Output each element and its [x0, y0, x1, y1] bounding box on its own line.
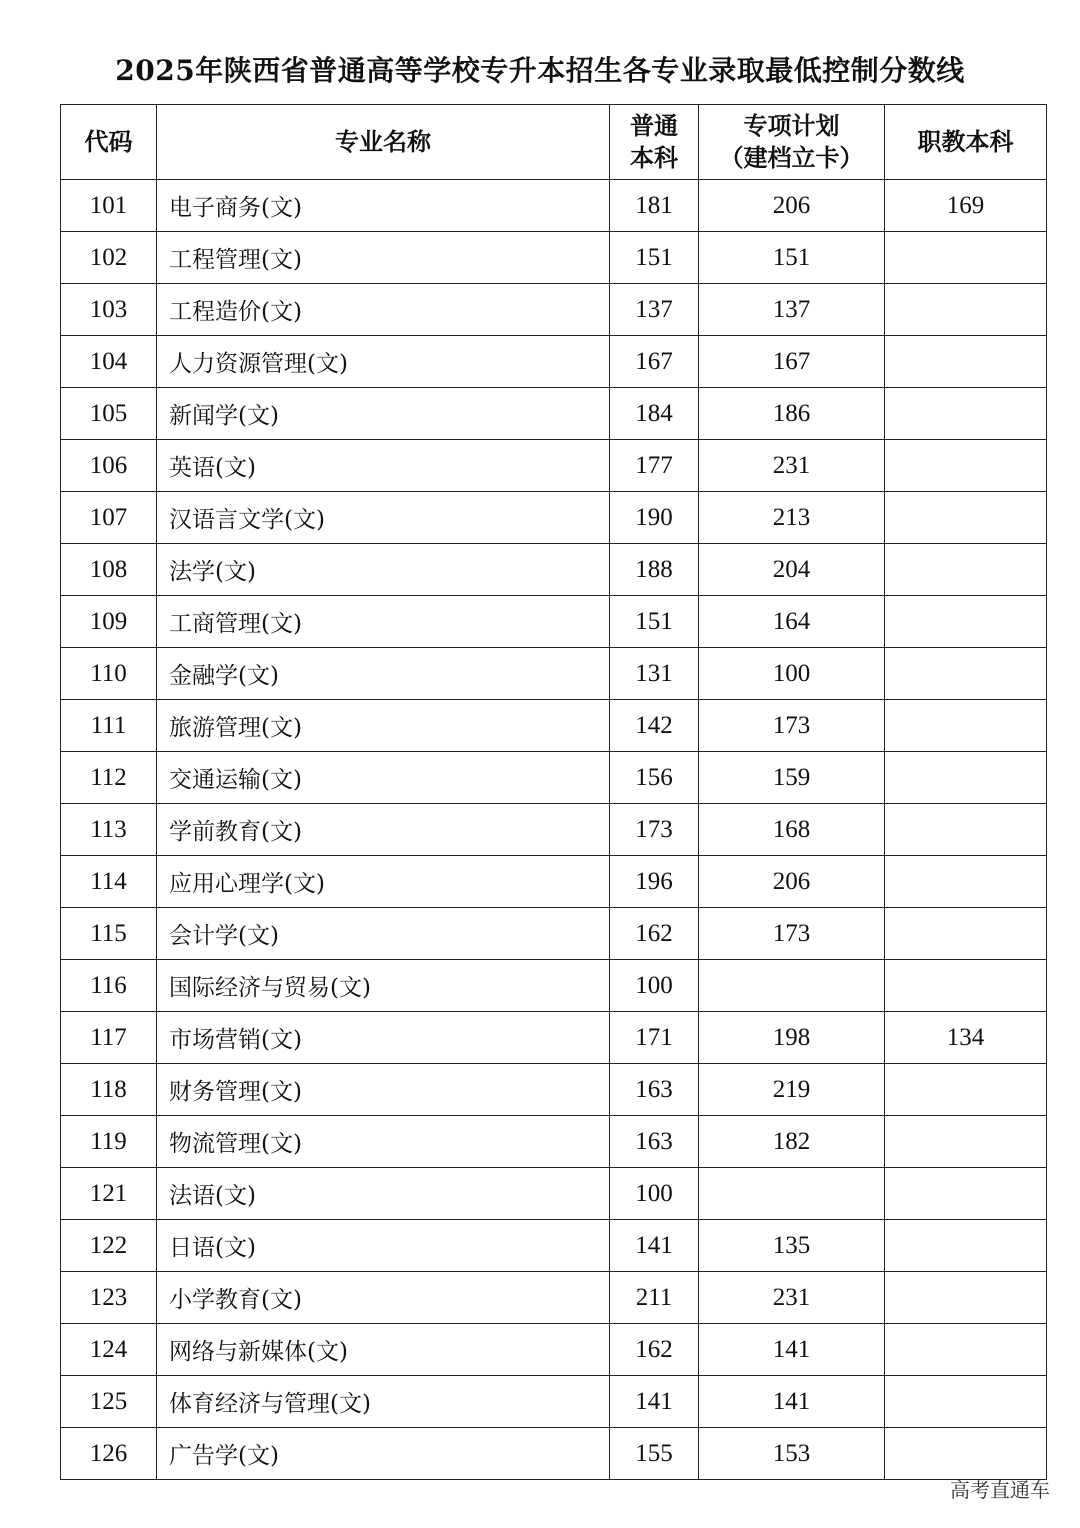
cell-regular-score: 171 [610, 1012, 699, 1064]
table-row [61, 856, 1047, 908]
cell-special-score: 168 [699, 804, 885, 856]
table-row [61, 492, 1047, 544]
cell-code: 114 [61, 856, 157, 908]
header-special-line1: 专项计划 [743, 111, 840, 140]
cell-vocational-score [885, 284, 1047, 336]
cell-major-name: 法语(文) [157, 1168, 610, 1220]
cell-regular-score: 211 [610, 1272, 699, 1324]
cell-special-score: 153 [699, 1428, 885, 1480]
table-row [61, 1272, 1047, 1324]
cell-regular-score: 173 [610, 804, 699, 856]
cell-code: 103 [61, 284, 157, 336]
cell-vocational-score [885, 596, 1047, 648]
cell-special-score: 173 [699, 908, 885, 960]
cell-code: 116 [61, 960, 157, 1012]
cell-regular-score: 162 [610, 1324, 699, 1376]
cell-regular-score: 163 [610, 1064, 699, 1116]
cell-code: 102 [61, 232, 157, 284]
cell-vocational-score [885, 388, 1047, 440]
cell-special-score: 141 [699, 1324, 885, 1376]
cell-vocational-score [885, 1116, 1047, 1168]
table-row [61, 440, 1047, 492]
cell-vocational-score [885, 492, 1047, 544]
cell-vocational-score [885, 804, 1047, 856]
cell-major-name: 法学(文) [157, 544, 610, 596]
cell-major-name: 国际经济与贸易(文) [157, 960, 610, 1012]
cell-major-name: 电子商务(文) [157, 180, 610, 232]
table-row [61, 908, 1047, 960]
cell-regular-score: 177 [610, 440, 699, 492]
table-row [61, 1220, 1047, 1272]
cell-code: 122 [61, 1220, 157, 1272]
table-row [61, 1376, 1047, 1428]
cell-regular-score: 156 [610, 752, 699, 804]
cell-code: 119 [61, 1116, 157, 1168]
cell-major-name: 汉语言文学(文) [157, 492, 610, 544]
cell-major-name: 市场营销(文) [157, 1012, 610, 1064]
cell-vocational-score [885, 1376, 1047, 1428]
cell-regular-score: 184 [610, 388, 699, 440]
cell-regular-score: 151 [610, 596, 699, 648]
watermark: 高考直通车 [950, 1478, 1050, 1502]
table-row [61, 544, 1047, 596]
cell-vocational-score [885, 752, 1047, 804]
cell-regular-score: 141 [610, 1220, 699, 1272]
table-row [61, 336, 1047, 388]
header-special [699, 105, 885, 180]
cell-major-name: 工程管理(文) [157, 232, 610, 284]
cell-code: 124 [61, 1324, 157, 1376]
cell-special-score: 164 [699, 596, 885, 648]
cell-regular-score: 151 [610, 232, 699, 284]
cell-regular-score: 163 [610, 1116, 699, 1168]
cell-vocational-score [885, 856, 1047, 908]
cell-code: 101 [61, 180, 157, 232]
cell-vocational-score: 169 [885, 180, 1047, 232]
cell-vocational-score [885, 1220, 1047, 1272]
cell-code: 118 [61, 1064, 157, 1116]
cell-major-name: 财务管理(文) [157, 1064, 610, 1116]
cell-vocational-score [885, 1324, 1047, 1376]
cell-major-name: 广告学(文) [157, 1428, 610, 1480]
cell-regular-score: 167 [610, 336, 699, 388]
table-row [61, 180, 1047, 232]
cell-regular-score: 162 [610, 908, 699, 960]
cell-regular-score: 141 [610, 1376, 699, 1428]
cell-vocational-score [885, 1168, 1047, 1220]
cell-vocational-score [885, 544, 1047, 596]
cell-major-name: 体育经济与管理(文) [157, 1376, 610, 1428]
cell-regular-score: 137 [610, 284, 699, 336]
cell-vocational-score [885, 648, 1047, 700]
table-row [61, 1168, 1047, 1220]
table-row [61, 1428, 1047, 1480]
cell-vocational-score [885, 1272, 1047, 1324]
cell-vocational-score [885, 1064, 1047, 1116]
table-row [61, 1064, 1047, 1116]
cell-major-name: 工程造价(文) [157, 284, 610, 336]
cell-code: 108 [61, 544, 157, 596]
cell-major-name: 工商管理(文) [157, 596, 610, 648]
cell-regular-score: 131 [610, 648, 699, 700]
table-row [61, 388, 1047, 440]
cell-code: 126 [61, 1428, 157, 1480]
cell-special-score: 206 [699, 856, 885, 908]
cell-major-name: 新闻学(文) [157, 388, 610, 440]
cell-special-score: 135 [699, 1220, 885, 1272]
table-row [61, 1012, 1047, 1064]
cell-code: 107 [61, 492, 157, 544]
cell-special-score [699, 1168, 885, 1220]
cell-special-score: 231 [699, 440, 885, 492]
cell-code: 105 [61, 388, 157, 440]
cell-code: 113 [61, 804, 157, 856]
cell-major-name: 日语(文) [157, 1220, 610, 1272]
cell-major-name: 会计学(文) [157, 908, 610, 960]
table-row [61, 284, 1047, 336]
table-row [61, 752, 1047, 804]
cell-vocational-score [885, 232, 1047, 284]
table-row [61, 232, 1047, 284]
cell-special-score: 167 [699, 336, 885, 388]
cell-major-name: 物流管理(文) [157, 1116, 610, 1168]
table-row [61, 1324, 1047, 1376]
cell-vocational-score [885, 440, 1047, 492]
cell-vocational-score [885, 960, 1047, 1012]
cell-code: 110 [61, 648, 157, 700]
cell-major-name: 旅游管理(文) [157, 700, 610, 752]
cell-code: 109 [61, 596, 157, 648]
cell-major-name: 学前教育(文) [157, 804, 610, 856]
cell-special-score: 137 [699, 284, 885, 336]
cell-special-score: 198 [699, 1012, 885, 1064]
cell-major-name: 人力资源管理(文) [157, 336, 610, 388]
cell-special-score: 204 [699, 544, 885, 596]
cell-regular-score: 188 [610, 544, 699, 596]
cell-special-score: 186 [699, 388, 885, 440]
cell-code: 123 [61, 1272, 157, 1324]
table-row [61, 960, 1047, 1012]
cell-vocational-score [885, 908, 1047, 960]
cell-special-score: 159 [699, 752, 885, 804]
table-row [61, 1116, 1047, 1168]
page-title: 2025年陕西省普通高等学校专升本招生各专业录取最低控制分数线 [115, 54, 965, 87]
cell-code: 125 [61, 1376, 157, 1428]
cell-special-score [699, 960, 885, 1012]
header-special-line2: （建档立卡） [719, 143, 864, 172]
cell-special-score: 206 [699, 180, 885, 232]
cell-special-score: 182 [699, 1116, 885, 1168]
cell-code: 115 [61, 908, 157, 960]
header-regular [610, 105, 699, 180]
cell-vocational-score [885, 336, 1047, 388]
cell-special-score: 173 [699, 700, 885, 752]
cell-regular-score: 100 [610, 1168, 699, 1220]
cell-code: 111 [61, 700, 157, 752]
header-code: 代码 [61, 105, 157, 180]
cell-special-score: 213 [699, 492, 885, 544]
cell-regular-score: 190 [610, 492, 699, 544]
cell-code: 117 [61, 1012, 157, 1064]
cell-major-name: 小学教育(文) [157, 1272, 610, 1324]
score-table [60, 104, 1047, 1480]
cell-regular-score: 196 [610, 856, 699, 908]
table-row [61, 648, 1047, 700]
cell-special-score: 100 [699, 648, 885, 700]
cell-major-name: 金融学(文) [157, 648, 610, 700]
header-regular-line1: 普通 [630, 111, 678, 140]
cell-special-score: 151 [699, 232, 885, 284]
table-header-row [61, 105, 1047, 180]
cell-code: 106 [61, 440, 157, 492]
cell-code: 104 [61, 336, 157, 388]
table-row [61, 804, 1047, 856]
table-row [61, 700, 1047, 752]
cell-code: 121 [61, 1168, 157, 1220]
cell-regular-score: 155 [610, 1428, 699, 1480]
table-row [61, 596, 1047, 648]
cell-regular-score: 181 [610, 180, 699, 232]
cell-special-score: 219 [699, 1064, 885, 1116]
table-body [61, 180, 1047, 1480]
cell-regular-score: 142 [610, 700, 699, 752]
cell-code: 112 [61, 752, 157, 804]
cell-vocational-score [885, 1428, 1047, 1480]
cell-major-name: 应用心理学(文) [157, 856, 610, 908]
header-vocational: 职教本科 [885, 105, 1047, 180]
header-regular-line2: 本科 [630, 143, 678, 172]
cell-regular-score: 100 [610, 960, 699, 1012]
cell-major-name: 交通运输(文) [157, 752, 610, 804]
cell-special-score: 141 [699, 1376, 885, 1428]
cell-vocational-score [885, 700, 1047, 752]
cell-special-score: 231 [699, 1272, 885, 1324]
header-name: 专业名称 [157, 105, 610, 180]
cell-major-name: 网络与新媒体(文) [157, 1324, 610, 1376]
cell-major-name: 英语(文) [157, 440, 610, 492]
cell-vocational-score: 134 [885, 1012, 1047, 1064]
